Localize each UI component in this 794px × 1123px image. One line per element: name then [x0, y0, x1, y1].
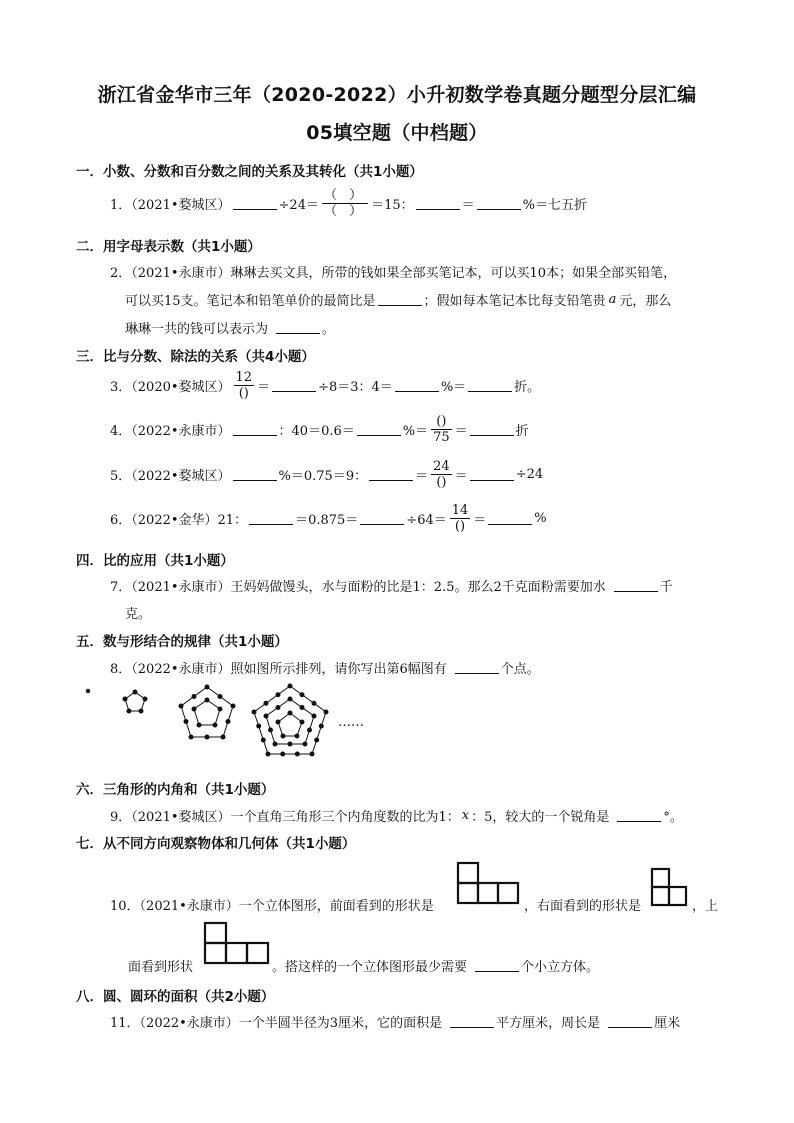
right-view-shape [650, 866, 690, 916]
fraction: $\frac{()}{75}$ [433, 414, 450, 445]
fraction: $\frac{24}{()}$ [433, 459, 450, 490]
answer-blank[interactable] [233, 423, 277, 436]
answer-blank[interactable] [477, 197, 521, 210]
figure-2-pentagon [123, 690, 147, 713]
figure-4-pentagons [252, 684, 328, 756]
dot-pattern-figure [80, 682, 380, 762]
question-8: 8．（2022•永康市）照如图所示排列，请你写出第6幅图有 个点。 [110, 662, 540, 677]
section-heading: 四．比的应用（共1小题） [76, 553, 234, 569]
answer-blank[interactable] [357, 423, 401, 436]
question-7-line-1: 7．（2021•永康市）王妈妈做馒头，水与面粉的比是1：2.5。那么2千克面粉需要加水 千 [110, 580, 673, 595]
question-11: 11．（2022•永康市）一个半圆半径为3厘米，它的面积是 平方厘米，周长是 厘米 [110, 1016, 681, 1031]
question-10-line-1: 10．（2021•永康市）一个立体图形，前面看到的形状是 [110, 899, 434, 914]
answer-blank[interactable] [378, 293, 422, 306]
fraction: $\frac{14}{()}$ [451, 503, 469, 534]
ellipsis: …… [338, 715, 364, 730]
question-1: 1．（2021•婺城区） ÷24＝ $\frac{( )}{( )}$ ＝15： ＝ %＝七五折 [110, 188, 588, 219]
section-heading: 八．圆、圆环的面积（共2小题） [76, 989, 275, 1005]
section-heading: 七．从不同方向观察物体和几何体（共1小题） [76, 836, 356, 852]
question-10-line-2: 面看到形状 [128, 960, 194, 975]
question-2-line-3: 琳琳一共的钱可以表示为 。 [125, 322, 336, 337]
section-heading: 六．三角形的内角和（共1小题） [76, 782, 275, 798]
page-title: 浙江省金华市三年（2020-2022）小升初数学卷真题分题型分层汇编 [97, 84, 697, 106]
question-5: 5．（2022•婺城区） %＝0.75＝9： ＝ $\frac{24}{()}$ ＝ ÷24 [110, 459, 544, 490]
answer-blank[interactable] [249, 512, 293, 525]
question-3: 3．（2020•婺城区） $\frac{12}{()}$ ＝ ÷8＝3：4＝ %＝ 折。 [110, 370, 541, 401]
answer-blank[interactable] [608, 1015, 652, 1028]
section-heading: 三．比与分数、除法的关系（共4小题） [76, 349, 315, 365]
answer-blank[interactable] [468, 379, 512, 392]
answer-blank[interactable] [360, 512, 404, 525]
question-2-line-1: 2．（2021•永康市）琳琳去买文具，所带的钱如果全部买笔记本，可以买10本；如果全部买铅笔， [110, 266, 677, 281]
answer-blank[interactable] [233, 197, 277, 210]
section-heading: 一．小数、分数和百分数之间的关系及其转化（共1小题） [76, 164, 423, 180]
question-6: 6．（2022•金华）21： ＝0.875＝ ÷64＝ $\frac{14}{()}$ ＝ % [110, 503, 547, 534]
answer-blank[interactable] [416, 197, 460, 210]
answer-blank[interactable] [488, 512, 532, 525]
question-prefix: 1．（2021•婺城区） [110, 198, 231, 213]
answer-blank[interactable] [617, 809, 661, 822]
question-4: 4．（2022•永康市） ：40＝0.6＝ %＝ $\frac{()}{75}$ ＝ 折 [110, 414, 529, 445]
answer-blank[interactable] [475, 959, 519, 972]
question-9: 9．（2021•婺城区）一个直角三角形三个内角度数的比为1： x ：5，较大的一个锐角是 °。 [110, 808, 683, 825]
question-7-line-2: 克。 [125, 607, 152, 622]
figure-3-pentagons [179, 685, 235, 739]
front-view-shape [456, 860, 520, 910]
figure-1-dot [86, 689, 90, 693]
top-view-shape [202, 920, 274, 968]
page-subtitle: 05填空题（中档题） [306, 122, 488, 144]
fraction: $\frac{12}{()}$ [235, 370, 253, 401]
answer-blank[interactable] [450, 1015, 494, 1028]
answer-blank[interactable] [272, 379, 316, 392]
answer-blank[interactable] [470, 468, 514, 481]
fraction: $\frac{( )}{( )}$ [323, 188, 367, 219]
question-10-line-1b: ，右面看到的形状是 [524, 899, 642, 914]
question-2-line-2: 可以买15支。笔记本和铅笔单价的最简比是 ；假如每本笔记本比每支铅笔贵 a 元，那么 [125, 292, 672, 309]
answer-blank[interactable] [455, 661, 499, 674]
section-heading: 二．用字母表示数（共1小题） [76, 239, 261, 255]
answer-blank[interactable] [276, 321, 320, 334]
answer-blank[interactable] [369, 468, 413, 481]
section-heading: 五．数与形结合的规律（共1小题） [76, 634, 288, 650]
question-10-line-1c: ，上 [692, 899, 719, 914]
answer-blank[interactable] [395, 379, 439, 392]
question-10-line-2b: 。搭这样的一个立体图形最少需要 个小立方体。 [272, 960, 600, 975]
answer-blank[interactable] [233, 468, 277, 481]
answer-blank[interactable] [614, 579, 658, 592]
answer-blank[interactable] [470, 423, 514, 436]
